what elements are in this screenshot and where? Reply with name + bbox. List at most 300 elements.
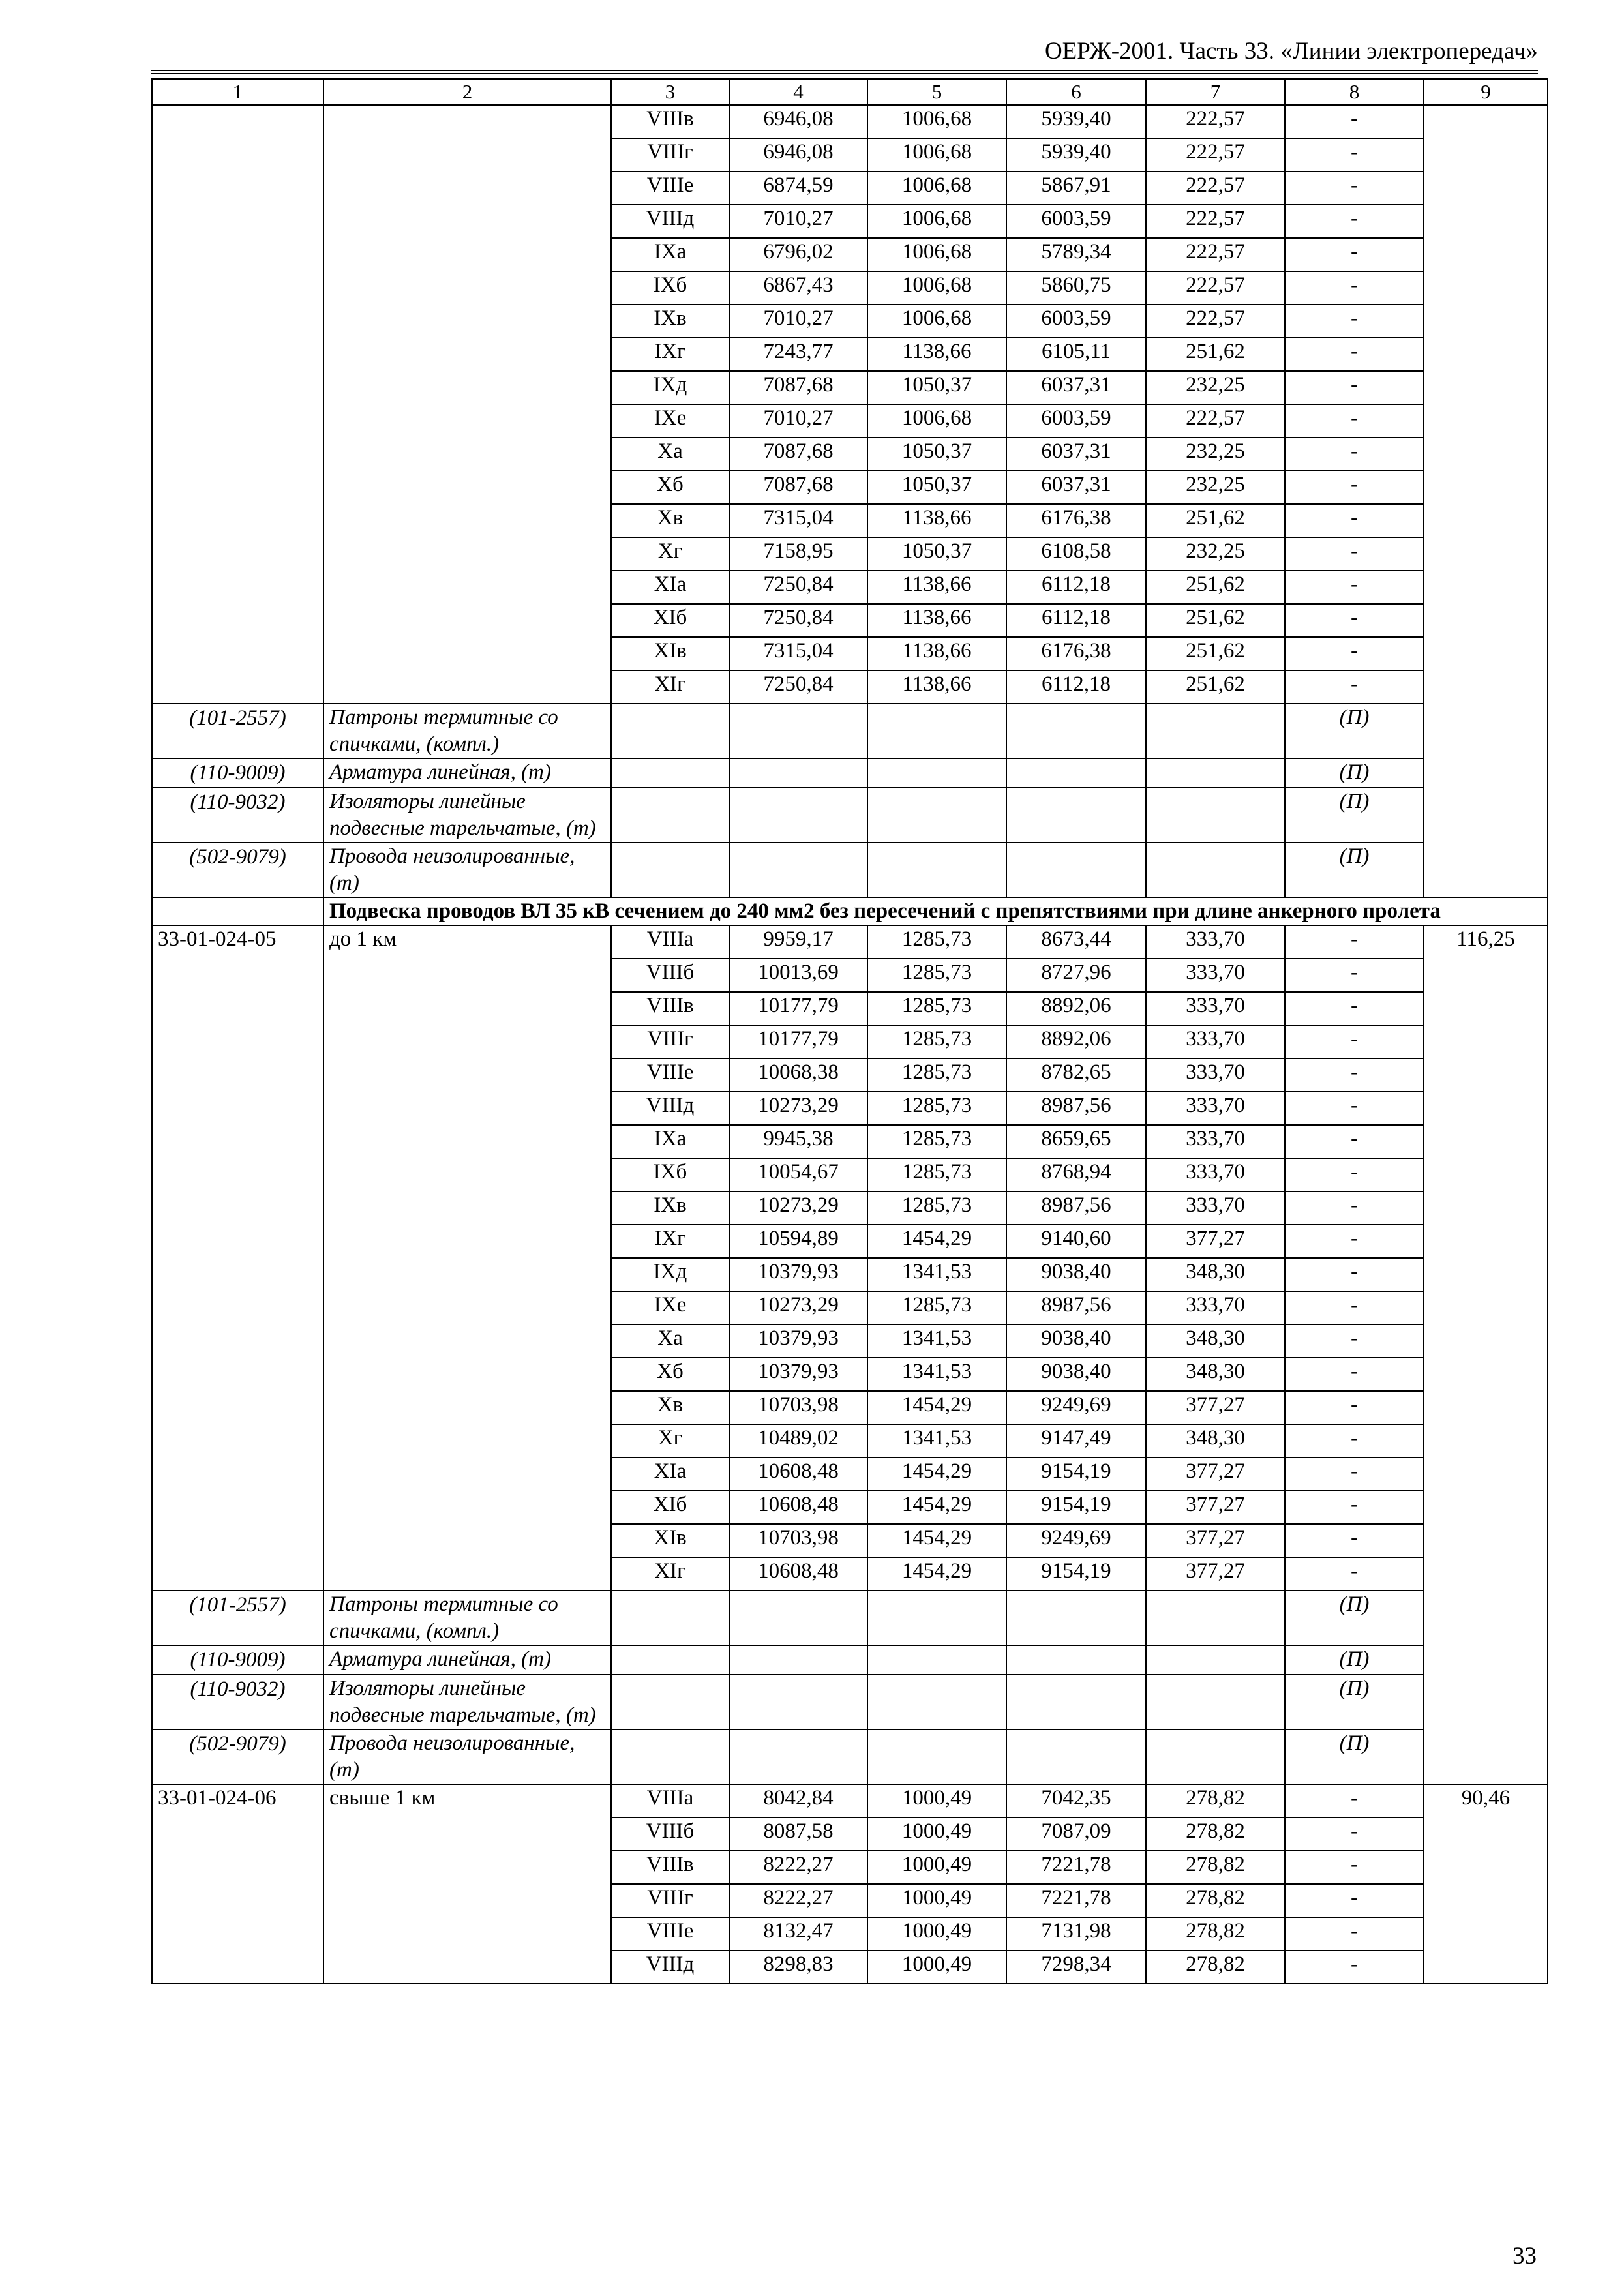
empty-cell bbox=[1146, 1675, 1285, 1729]
value-cell: 7243,77 bbox=[729, 338, 867, 371]
resource-mark: (П) bbox=[1285, 704, 1424, 758]
value-cell: 6112,18 bbox=[1006, 604, 1146, 637]
value-cell: - bbox=[1285, 105, 1424, 138]
column-number: 9 bbox=[1424, 79, 1548, 105]
empty-cell bbox=[1006, 1675, 1146, 1729]
column-number: 4 bbox=[729, 79, 867, 105]
value-cell: 1000,49 bbox=[867, 1818, 1006, 1851]
resource-name: Изоляторы линейные подвесные тарельчатые, (т) bbox=[323, 788, 611, 843]
zone-cell: VIIIв bbox=[611, 992, 729, 1025]
value-cell: 10594,89 bbox=[729, 1225, 867, 1258]
zone-cell: Xб bbox=[611, 471, 729, 504]
zone-cell: Xг bbox=[611, 537, 729, 571]
value-cell: 5789,34 bbox=[1006, 238, 1146, 271]
value-cell: 6003,59 bbox=[1006, 205, 1146, 238]
value-cell: 8659,65 bbox=[1006, 1125, 1146, 1158]
empty-cell bbox=[1146, 1591, 1285, 1645]
value-cell: 10068,38 bbox=[729, 1058, 867, 1092]
value-cell: 333,70 bbox=[1146, 959, 1285, 992]
value-cell: 348,30 bbox=[1146, 1258, 1285, 1291]
zone-cell: XIб bbox=[611, 1491, 729, 1524]
zone-cell: IXв bbox=[611, 1191, 729, 1225]
value-cell: 333,70 bbox=[1146, 1191, 1285, 1225]
empty-cell bbox=[729, 843, 867, 897]
value-cell: 1285,73 bbox=[867, 1092, 1006, 1125]
empty-cell bbox=[1006, 1645, 1146, 1675]
zone-cell: IXд bbox=[611, 371, 729, 404]
value-cell: 1006,68 bbox=[867, 305, 1006, 338]
value-cell: 1454,29 bbox=[867, 1458, 1006, 1491]
zone-cell: XIа bbox=[611, 1458, 729, 1491]
zone-cell: IXа bbox=[611, 238, 729, 271]
value-cell: 278,82 bbox=[1146, 1951, 1285, 1984]
value-cell: 7087,68 bbox=[729, 471, 867, 504]
zone-cell: VIIIд bbox=[611, 1951, 729, 1984]
value-cell: - bbox=[1285, 1125, 1424, 1158]
column-number: 5 bbox=[867, 79, 1006, 105]
value-cell: 1050,37 bbox=[867, 371, 1006, 404]
value-cell: - bbox=[1285, 1491, 1424, 1524]
value-cell: 8132,47 bbox=[729, 1917, 867, 1951]
value-cell: 222,57 bbox=[1146, 305, 1285, 338]
value-cell: 8892,06 bbox=[1006, 992, 1146, 1025]
value-cell: 6112,18 bbox=[1006, 670, 1146, 704]
resource-code: (101-2557) bbox=[152, 704, 323, 758]
value-cell: 1138,66 bbox=[867, 637, 1006, 670]
value-cell: 251,62 bbox=[1146, 637, 1285, 670]
value-cell: 1000,49 bbox=[867, 1917, 1006, 1951]
value-cell: - bbox=[1285, 1025, 1424, 1058]
empty-cell bbox=[867, 843, 1006, 897]
resource-name: Арматура линейная, (т) bbox=[323, 1645, 611, 1675]
value-cell: - bbox=[1285, 1324, 1424, 1358]
value-cell: - bbox=[1285, 1917, 1424, 1951]
resource-code: (502-9079) bbox=[152, 843, 323, 897]
resource-code: (502-9079) bbox=[152, 1729, 323, 1784]
value-cell: 377,27 bbox=[1146, 1458, 1285, 1491]
column-number: 3 bbox=[611, 79, 729, 105]
value-cell: 7087,68 bbox=[729, 371, 867, 404]
value-cell: 377,27 bbox=[1146, 1524, 1285, 1557]
empty-cell bbox=[867, 1729, 1006, 1784]
value-cell: 222,57 bbox=[1146, 271, 1285, 305]
value-cell: 6176,38 bbox=[1006, 637, 1146, 670]
value-cell: 1454,29 bbox=[867, 1491, 1006, 1524]
value-cell: 1006,68 bbox=[867, 105, 1006, 138]
value-cell: - bbox=[1285, 1424, 1424, 1458]
value-cell: 7042,35 bbox=[1006, 1784, 1146, 1818]
empty-cell bbox=[867, 704, 1006, 758]
column-number: 8 bbox=[1285, 79, 1424, 105]
resource-row bbox=[152, 1645, 1548, 1675]
value-cell: 8673,44 bbox=[1006, 925, 1146, 959]
value-cell: 1000,49 bbox=[867, 1784, 1006, 1818]
value-cell: 7010,27 bbox=[729, 305, 867, 338]
value-cell: 7087,09 bbox=[1006, 1818, 1146, 1851]
zone-cell: IXб bbox=[611, 1158, 729, 1191]
zone-cell: IXд bbox=[611, 1258, 729, 1291]
value-cell: 1006,68 bbox=[867, 172, 1006, 205]
value-cell: 1006,68 bbox=[867, 238, 1006, 271]
value-cell: 1454,29 bbox=[867, 1557, 1006, 1591]
value-cell: 333,70 bbox=[1146, 1025, 1285, 1058]
value-cell: - bbox=[1285, 172, 1424, 205]
value-cell: 1454,29 bbox=[867, 1391, 1006, 1424]
zone-cell: IXв bbox=[611, 305, 729, 338]
zone-cell: XIг bbox=[611, 670, 729, 704]
empty-cell bbox=[611, 788, 729, 843]
resource-code: (110-9032) bbox=[152, 1675, 323, 1729]
value-cell: - bbox=[1285, 1191, 1424, 1225]
empty-cell bbox=[867, 1675, 1006, 1729]
value-cell: 9249,69 bbox=[1006, 1524, 1146, 1557]
value-cell: - bbox=[1285, 504, 1424, 537]
value-cell: - bbox=[1285, 1951, 1424, 1984]
zone-cell: Xг bbox=[611, 1424, 729, 1458]
value-cell: 9038,40 bbox=[1006, 1358, 1146, 1391]
value-cell: 9249,69 bbox=[1006, 1391, 1146, 1424]
value-cell: 251,62 bbox=[1146, 338, 1285, 371]
zone-cell: Xб bbox=[611, 1358, 729, 1391]
value-cell: 10177,79 bbox=[729, 1025, 867, 1058]
value-cell: 9959,17 bbox=[729, 925, 867, 959]
empty-cell bbox=[729, 1675, 867, 1729]
value-cell: - bbox=[1285, 925, 1424, 959]
value-cell: 222,57 bbox=[1146, 105, 1285, 138]
value-cell: 1000,49 bbox=[867, 1951, 1006, 1984]
empty-cell bbox=[1006, 1591, 1146, 1645]
value-cell: 8987,56 bbox=[1006, 1092, 1146, 1125]
resource-name: Патроны термитные со спичками, (компл.) bbox=[323, 704, 611, 758]
value-cell: 10054,67 bbox=[729, 1158, 867, 1191]
value-cell: 232,25 bbox=[1146, 537, 1285, 571]
value-cell: 7010,27 bbox=[729, 205, 867, 238]
value-cell: - bbox=[1285, 1458, 1424, 1491]
value-cell: 10273,29 bbox=[729, 1191, 867, 1225]
zone-cell: XIа bbox=[611, 571, 729, 604]
value-cell: 10489,02 bbox=[729, 1424, 867, 1458]
value-cell: 333,70 bbox=[1146, 925, 1285, 959]
zone-cell: VIIIг bbox=[611, 1884, 729, 1917]
value-cell: 232,25 bbox=[1146, 371, 1285, 404]
code-cell bbox=[152, 105, 323, 704]
resource-code: (101-2557) bbox=[152, 1591, 323, 1645]
name-cell: свыше 1 км bbox=[323, 1784, 611, 1984]
value-cell: 1000,49 bbox=[867, 1884, 1006, 1917]
value-cell: 278,82 bbox=[1146, 1851, 1285, 1884]
resource-row bbox=[152, 704, 1548, 758]
zone-cell: Xв bbox=[611, 1391, 729, 1424]
zone-cell: IXе bbox=[611, 404, 729, 438]
zone-cell: VIIIб bbox=[611, 959, 729, 992]
value-cell: - bbox=[1285, 1851, 1424, 1884]
value-cell: 1006,68 bbox=[867, 271, 1006, 305]
value-cell: 5939,40 bbox=[1006, 138, 1146, 172]
value-cell: 348,30 bbox=[1146, 1324, 1285, 1358]
value-cell: 10379,93 bbox=[729, 1358, 867, 1391]
value-cell: 377,27 bbox=[1146, 1225, 1285, 1258]
resource-name: Провода неизолированные, (т) bbox=[323, 843, 611, 897]
value-cell: 9038,40 bbox=[1006, 1258, 1146, 1291]
empty-cell bbox=[729, 758, 867, 788]
value-cell: - bbox=[1285, 1225, 1424, 1258]
value-cell: 1341,53 bbox=[867, 1324, 1006, 1358]
zone-cell: IXе bbox=[611, 1291, 729, 1324]
column-number-row bbox=[152, 79, 1548, 105]
value-cell: 8987,56 bbox=[1006, 1191, 1146, 1225]
zone-cell: XIб bbox=[611, 604, 729, 637]
value-cell: 7250,84 bbox=[729, 604, 867, 637]
value-cell: 222,57 bbox=[1146, 172, 1285, 205]
value-cell: - bbox=[1285, 438, 1424, 471]
zone-cell: VIIIе bbox=[611, 1917, 729, 1951]
value-cell: 8222,27 bbox=[729, 1851, 867, 1884]
value-cell: - bbox=[1285, 1784, 1424, 1818]
empty-cell bbox=[611, 1729, 729, 1784]
resource-name: Изоляторы линейные подвесные тарельчатые, (т) bbox=[323, 1675, 611, 1729]
resource-code: (110-9009) bbox=[152, 1645, 323, 1675]
value-cell: - bbox=[1285, 1092, 1424, 1125]
value-cell: 8768,94 bbox=[1006, 1158, 1146, 1191]
value-cell: 8042,84 bbox=[729, 1784, 867, 1818]
empty-cell bbox=[867, 788, 1006, 843]
value-cell: 7250,84 bbox=[729, 571, 867, 604]
page-header bbox=[151, 37, 1538, 70]
resource-row bbox=[152, 1729, 1548, 1784]
value-cell: 10273,29 bbox=[729, 1092, 867, 1125]
value-cell: 9038,40 bbox=[1006, 1324, 1146, 1358]
zone-cell: VIIIе bbox=[611, 172, 729, 205]
value-cell: 1138,66 bbox=[867, 670, 1006, 704]
value-cell: 1285,73 bbox=[867, 925, 1006, 959]
value-cell: - bbox=[1285, 1524, 1424, 1557]
value-cell: 333,70 bbox=[1146, 1291, 1285, 1324]
value-cell: 8782,65 bbox=[1006, 1058, 1146, 1092]
resource-row bbox=[152, 843, 1548, 897]
value-cell: 10013,69 bbox=[729, 959, 867, 992]
value-cell: - bbox=[1285, 992, 1424, 1025]
empty-cell bbox=[611, 1645, 729, 1675]
empty-cell bbox=[1006, 843, 1146, 897]
empty-cell bbox=[1146, 704, 1285, 758]
value-cell: - bbox=[1285, 670, 1424, 704]
value-cell: 10273,29 bbox=[729, 1291, 867, 1324]
zone-cell: VIIIд bbox=[611, 205, 729, 238]
value-cell: - bbox=[1285, 1058, 1424, 1092]
value-cell: 251,62 bbox=[1146, 504, 1285, 537]
zone-cell: XIг bbox=[611, 1557, 729, 1591]
zone-cell: VIIIв bbox=[611, 105, 729, 138]
value-cell: 333,70 bbox=[1146, 1158, 1285, 1191]
value-cell: 10703,98 bbox=[729, 1524, 867, 1557]
value-cell: 348,30 bbox=[1146, 1358, 1285, 1391]
value-cell: - bbox=[1285, 471, 1424, 504]
empty-cell bbox=[611, 843, 729, 897]
value-cell: 9147,49 bbox=[1006, 1424, 1146, 1458]
value-cell: 9154,19 bbox=[1006, 1557, 1146, 1591]
value-cell: - bbox=[1285, 571, 1424, 604]
rates-table bbox=[151, 78, 1548, 1984]
value-cell: 1050,37 bbox=[867, 438, 1006, 471]
value-cell: 7250,84 bbox=[729, 670, 867, 704]
zone-cell: VIIIд bbox=[611, 1092, 729, 1125]
value-cell: 6037,31 bbox=[1006, 371, 1146, 404]
zone-cell: Xа bbox=[611, 1324, 729, 1358]
column-number: 7 bbox=[1146, 79, 1285, 105]
value-cell: 278,82 bbox=[1146, 1917, 1285, 1951]
resource-mark: (П) bbox=[1285, 1675, 1424, 1729]
name-cell bbox=[323, 105, 611, 704]
value-cell: 9945,38 bbox=[729, 1125, 867, 1158]
value-cell: 7010,27 bbox=[729, 404, 867, 438]
header-rule-bottom bbox=[151, 73, 1538, 74]
value-cell: 1285,73 bbox=[867, 1191, 1006, 1225]
zone-cell: IXб bbox=[611, 271, 729, 305]
resource-mark: (П) bbox=[1285, 1729, 1424, 1784]
value-cell: 377,27 bbox=[1146, 1491, 1285, 1524]
zone-cell: VIIIа bbox=[611, 1784, 729, 1818]
value-cell: 8987,56 bbox=[1006, 1291, 1146, 1324]
value-cell: 6946,08 bbox=[729, 105, 867, 138]
value-cell: 1285,73 bbox=[867, 1025, 1006, 1058]
zone-cell: VIIIа bbox=[611, 925, 729, 959]
value-cell: - bbox=[1285, 371, 1424, 404]
zone-cell: VIIIг bbox=[611, 138, 729, 172]
zone-cell: XIв bbox=[611, 1524, 729, 1557]
value-cell: 10608,48 bbox=[729, 1458, 867, 1491]
value-cell: 222,57 bbox=[1146, 138, 1285, 172]
value-cell: 6867,43 bbox=[729, 271, 867, 305]
section-title-row bbox=[152, 897, 1548, 925]
value-cell: 6796,02 bbox=[729, 238, 867, 271]
value-cell: - bbox=[1285, 138, 1424, 172]
table-row bbox=[152, 1784, 1548, 1818]
value-cell: 1006,68 bbox=[867, 138, 1006, 172]
name-cell: до 1 км bbox=[323, 925, 611, 1591]
value-cell: - bbox=[1285, 537, 1424, 571]
value-cell: 333,70 bbox=[1146, 1125, 1285, 1158]
empty-cell bbox=[611, 1591, 729, 1645]
value-cell: 1341,53 bbox=[867, 1424, 1006, 1458]
value-cell: 278,82 bbox=[1146, 1884, 1285, 1917]
value-cell: 10379,93 bbox=[729, 1258, 867, 1291]
value-cell: 7315,04 bbox=[729, 504, 867, 537]
value-cell: - bbox=[1285, 338, 1424, 371]
resource-mark: (П) bbox=[1285, 788, 1424, 843]
resource-row bbox=[152, 758, 1548, 788]
value-cell: - bbox=[1285, 1158, 1424, 1191]
resource-mark: (П) bbox=[1285, 1645, 1424, 1675]
value-cell: 7158,95 bbox=[729, 537, 867, 571]
value-cell: 1138,66 bbox=[867, 338, 1006, 371]
table-row bbox=[152, 925, 1548, 959]
resource-mark: (П) bbox=[1285, 1591, 1424, 1645]
value-cell: 7298,34 bbox=[1006, 1951, 1146, 1984]
empty-cell bbox=[611, 1675, 729, 1729]
empty-cell bbox=[1146, 758, 1285, 788]
value-cell: 10703,98 bbox=[729, 1391, 867, 1424]
zone-cell: VIIIб bbox=[611, 1818, 729, 1851]
resource-code: (110-9009) bbox=[152, 758, 323, 788]
empty-cell bbox=[611, 758, 729, 788]
resource-mark: (П) bbox=[1285, 758, 1424, 788]
value-cell: 333,70 bbox=[1146, 1092, 1285, 1125]
empty-cell bbox=[1146, 788, 1285, 843]
zone-cell: XIв bbox=[611, 637, 729, 670]
header-rule-top bbox=[151, 70, 1538, 71]
value-cell: 6003,59 bbox=[1006, 404, 1146, 438]
value-cell: - bbox=[1285, 271, 1424, 305]
value-cell: 9140,60 bbox=[1006, 1225, 1146, 1258]
value-cell: 5939,40 bbox=[1006, 105, 1146, 138]
value-cell: 1341,53 bbox=[867, 1258, 1006, 1291]
value-cell: - bbox=[1285, 305, 1424, 338]
value-cell: 10379,93 bbox=[729, 1324, 867, 1358]
value-cell: 8222,27 bbox=[729, 1884, 867, 1917]
resource-row bbox=[152, 788, 1548, 843]
value-cell: 6108,58 bbox=[1006, 537, 1146, 571]
value-cell: 251,62 bbox=[1146, 604, 1285, 637]
resource-mark: (П) bbox=[1285, 843, 1424, 897]
empty-cell bbox=[152, 897, 323, 925]
page-number: 33 bbox=[1512, 2243, 1537, 2269]
value-cell: 333,70 bbox=[1146, 1058, 1285, 1092]
value-cell: - bbox=[1285, 637, 1424, 670]
zone-cell: VIIIв bbox=[611, 1851, 729, 1884]
value-cell: 10177,79 bbox=[729, 992, 867, 1025]
zone-cell: Xа bbox=[611, 438, 729, 471]
value-cell: 1454,29 bbox=[867, 1524, 1006, 1557]
empty-cell bbox=[867, 1645, 1006, 1675]
empty-cell bbox=[867, 1591, 1006, 1645]
value-cell: - bbox=[1285, 404, 1424, 438]
code-cell: 33-01-024-05 bbox=[152, 925, 323, 1591]
value-cell: 10608,48 bbox=[729, 1557, 867, 1591]
value-cell: 251,62 bbox=[1146, 670, 1285, 704]
resource-row bbox=[152, 1675, 1548, 1729]
value-cell: 8892,06 bbox=[1006, 1025, 1146, 1058]
column-number: 6 bbox=[1006, 79, 1146, 105]
value-cell: 222,57 bbox=[1146, 205, 1285, 238]
value-cell: - bbox=[1285, 1358, 1424, 1391]
value-cell: 1138,66 bbox=[867, 504, 1006, 537]
zone-cell: VIIIе bbox=[611, 1058, 729, 1092]
value-cell: 8727,96 bbox=[1006, 959, 1146, 992]
empty-cell bbox=[729, 1729, 867, 1784]
resource-code: (110-9032) bbox=[152, 788, 323, 843]
value-cell: 222,57 bbox=[1146, 238, 1285, 271]
value-cell: 222,57 bbox=[1146, 404, 1285, 438]
empty-cell bbox=[867, 758, 1006, 788]
code-cell: 33-01-024-06 bbox=[152, 1784, 323, 1984]
value-cell: 10608,48 bbox=[729, 1491, 867, 1524]
column-number: 1 bbox=[152, 79, 323, 105]
value-cell: 7221,78 bbox=[1006, 1851, 1146, 1884]
column-number: 2 bbox=[323, 79, 611, 105]
value-cell: 1050,37 bbox=[867, 471, 1006, 504]
value-cell: 377,27 bbox=[1146, 1557, 1285, 1591]
value-cell: 8087,58 bbox=[729, 1818, 867, 1851]
value-cell: - bbox=[1285, 205, 1424, 238]
header-title: ОЕРЖ-2001. Часть 33. «Линии электропередач» bbox=[1044, 38, 1538, 65]
value-cell: 1285,73 bbox=[867, 992, 1006, 1025]
value-cell: 7087,68 bbox=[729, 438, 867, 471]
empty-cell bbox=[729, 1645, 867, 1675]
value-cell: 6946,08 bbox=[729, 138, 867, 172]
empty-cell bbox=[1146, 843, 1285, 897]
table-row bbox=[152, 105, 1548, 138]
col9-cell bbox=[1424, 105, 1548, 897]
